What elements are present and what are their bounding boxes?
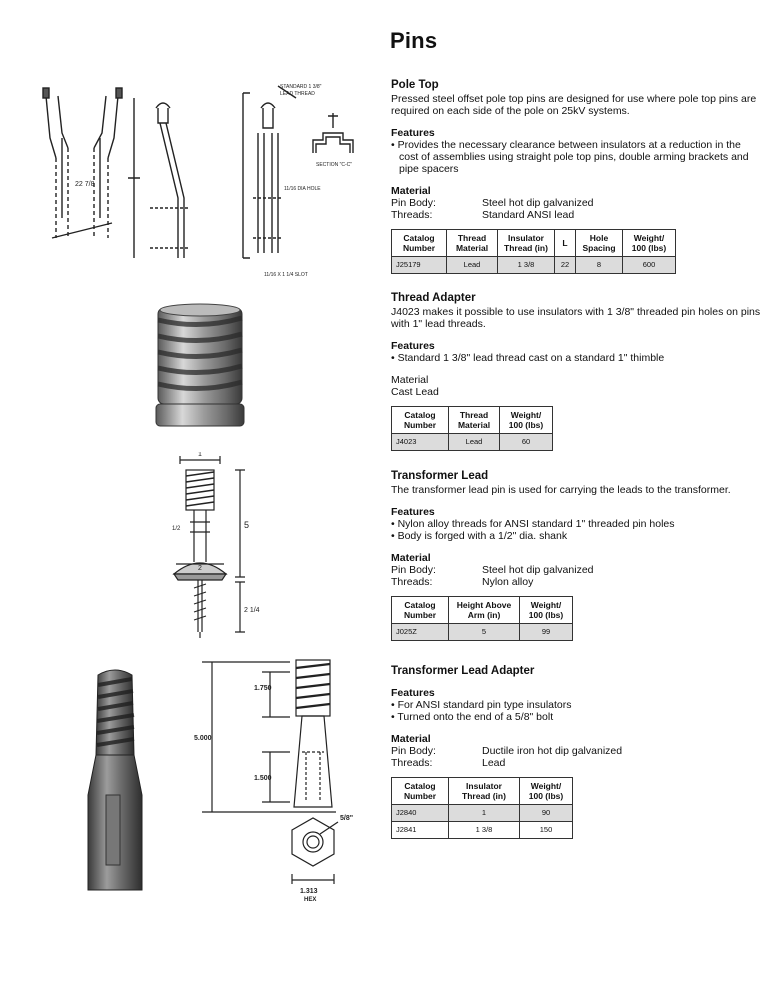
- transformer-lead-adapter-feature: • For ANSI standard pin type insulators: [391, 699, 572, 711]
- transformer-lead-adapter-photo: [80, 665, 150, 900]
- thread-adapter-title: Thread Adapter: [391, 292, 476, 304]
- transformer-lead-material-heading: Material: [391, 552, 431, 564]
- pole-top-table: [391, 229, 676, 274]
- table-header: Weight/ 100 (lbs): [520, 597, 573, 624]
- table-header: Insulator Thread (in): [498, 230, 555, 257]
- transformer-lead-base-label: 2: [198, 565, 202, 572]
- transformer-lead-title: Transformer Lead: [391, 470, 489, 482]
- thread-adapter-table: [391, 406, 553, 451]
- thread-adapter-description: J4023 makes it possible to use insulators with 1 3/8" threaded pin holes on pins with 1" lead threads.: [391, 306, 761, 330]
- transformer-lead-drawing: [160, 452, 260, 642]
- thread-adapter-features-heading: Features: [391, 340, 435, 352]
- transformer-lead-adapter-title: Transformer Lead Adapter: [391, 665, 535, 677]
- thread-adapter-section: [391, 292, 761, 451]
- transformer-lead-description: The transformer lead pin is used for carrying the leads to the transformer.: [391, 484, 731, 496]
- adapter-hex-unit-label: HEX: [304, 897, 317, 903]
- pole-top-section-label: SECTION "C-C": [316, 162, 353, 168]
- table-header: Hole Spacing: [576, 230, 623, 257]
- pole-top-feature: • Provides the necessary clearance between insulators at a reduction in the cost of assemblies using straight pole top pins, double arming brackets and pipe spacers: [391, 139, 749, 175]
- table-header: Weight/ 100 (lbs): [520, 778, 573, 805]
- pole-top-features-heading: Features: [391, 127, 435, 139]
- table-header: Catalog Number: [392, 407, 449, 434]
- table-header: Weight/ 100 (lbs): [500, 407, 553, 434]
- table-header: Catalog Number: [392, 597, 449, 624]
- pole-top-material-row: Threads: Standard ANSI lead: [391, 209, 575, 221]
- table-header: Thread Material: [449, 407, 500, 434]
- pole-top-slot-label: 11/16 X 1 1/4 SLOT: [264, 272, 308, 278]
- table-header: Height Above Arm (in): [449, 597, 520, 624]
- table-row: J25179 Lead 1 3/8 22 8 600: [392, 257, 676, 274]
- transformer-lead-shank-label: 1/2: [172, 526, 181, 532]
- transformer-lead-adapter-material-row: Threads: Lead: [391, 757, 506, 769]
- thread-adapter-material-heading: Material: [391, 374, 429, 386]
- transformer-lead-table: [391, 596, 573, 641]
- adapter-mid-label: 1.500: [254, 775, 272, 782]
- transformer-lead-adapter-feature: • Turned onto the end of a 5/8" bolt: [391, 711, 554, 723]
- adapter-bolt-label: 5/8": [340, 815, 354, 822]
- adapter-top-label: 1.750: [254, 685, 272, 692]
- pole-top-material-row: Pin Body: Steel hot dip galvanized: [391, 197, 594, 209]
- transformer-lead-adapter-drawing: [190, 652, 380, 942]
- pole-top-section: [391, 79, 761, 274]
- table-row: J4023 Lead 60: [392, 434, 553, 451]
- transformer-lead-material-row: Threads: Nylon alloy: [391, 576, 534, 588]
- table-header: Weight/ 100 (lbs): [623, 230, 676, 257]
- transformer-lead-section: [391, 470, 761, 641]
- transformer-lead-adapter-features-heading: Features: [391, 687, 435, 699]
- transformer-lead-top-label: 1: [198, 452, 202, 458]
- table-header: Thread Material: [447, 230, 498, 257]
- transformer-lead-adapter-section: [391, 665, 761, 839]
- transformer-lead-adapter-material-heading: Material: [391, 733, 431, 745]
- pole-top-material-heading: Material: [391, 185, 431, 197]
- table-header: Catalog Number: [392, 778, 449, 805]
- table-header: Insulator Thread (in): [449, 778, 520, 805]
- pole-top-hole-label: 11/16 DIA HOLE: [284, 186, 321, 192]
- transformer-lead-feature: • Nylon alloy threads for ANSI standard 1" threaded pin holes: [391, 518, 675, 530]
- transformer-lead-adapter-material-row: Pin Body: Ductile iron hot dip galvanized: [391, 745, 623, 757]
- transformer-lead-adapter-table: [391, 777, 573, 839]
- transformer-lead-material-row: Pin Body: Steel hot dip galvanized: [391, 564, 594, 576]
- pole-top-thread-label: LEAD THREAD: [280, 91, 315, 97]
- transformer-lead-bottom-label: 2 1/4: [244, 607, 260, 614]
- pole-top-drawing: [28, 78, 378, 288]
- transformer-lead-side-label: 5: [244, 520, 250, 530]
- table-row: J2840 1 90: [392, 805, 573, 822]
- table-row: J025Z 5 99: [392, 624, 573, 641]
- table-row: J2841 1 3/8 150: [392, 822, 573, 839]
- adapter-overall-label: 5.000: [194, 735, 212, 742]
- pole-top-length-label: 22 7/8: [75, 181, 95, 188]
- pole-top-standard-label: STANDARD 1 3/8": [280, 84, 322, 90]
- transformer-lead-feature: • Body is forged with a 1/2" dia. shank: [391, 530, 568, 542]
- thread-adapter-material: Cast Lead: [391, 386, 439, 398]
- page-title: Pins: [390, 28, 438, 53]
- thread-adapter-photo: [150, 300, 250, 440]
- adapter-hex-label: 1.313: [300, 888, 318, 895]
- thread-adapter-feature: • Standard 1 3/8" lead thread cast on a standard 1" thimble: [391, 352, 665, 364]
- pole-top-description: Pressed steel offset pole top pins are designed for use where pole top pins are required on each side of the pole on 25kV systems.: [391, 93, 757, 117]
- table-header: L: [555, 230, 576, 257]
- transformer-lead-features-heading: Features: [391, 506, 435, 518]
- table-header: Catalog Number: [392, 230, 447, 257]
- pole-top-title: Pole Top: [391, 79, 439, 91]
